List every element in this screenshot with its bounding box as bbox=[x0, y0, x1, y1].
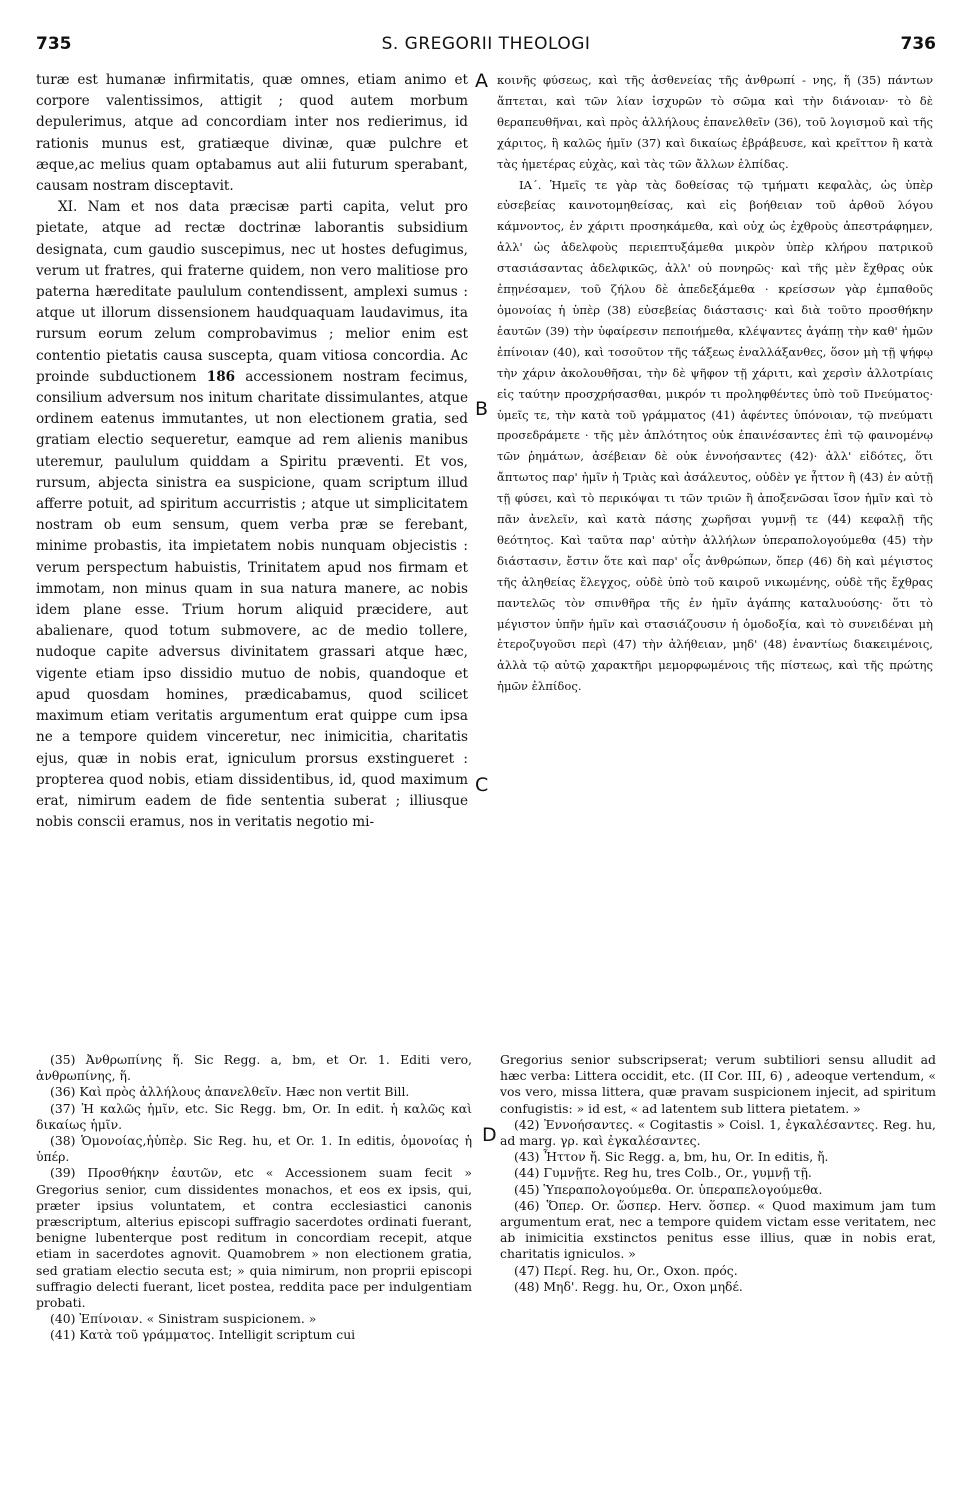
section-marker-a: A bbox=[475, 70, 488, 92]
page-header bbox=[36, 34, 936, 56]
footnote-48: (48) Μηδ'. Regg. hu, Or., Oxon μηδέ. bbox=[514, 1278, 743, 1294]
footnote-45: (45) Ὑπεραπολογούμεθα. Or. ὑπεραπελογούμεθα. bbox=[514, 1181, 823, 1197]
footnote-44: (44) Γυμνῇτε. Reg hu, tres Colb., Or., γυμνῇ τῇ. bbox=[514, 1165, 812, 1181]
footnote-41-continued: Gregorius senior subscripserat; verum subtiliori sensu alludit ad hæc verba: Littera occidit, etc. (II Cor. III, 6) , adeoque vertendum, « vos vero, missa littera, quæ pravam suspicionem injecit, ad spiritum confugistis: » id est, « ad latentem sub littera pietatem. » bbox=[500, 1052, 936, 1116]
footnote-39: (39) Προσθήκην ἑαυτῶν, etc « Accessionem suam fecit » Gregorius senior, cum dissidentes monachos, et eos ex ipsis, qui, præter ipsius voluntatem, et contra ecclesiastici canonis præscriptum, alterius episcopi suffragio sacerdotes ordinati fuerant, benigne lubenterque post reditum in concordiam recepit, atque etiam in sacerdotes agnovit. Quamobrem » non electionem gratia, sed gratiam electio secuta est; » quia nimirum, non proprii episcopi suffragio delecti fuerant, licet postea, reddita pace per indulgentiam probati. bbox=[36, 1165, 472, 1311]
footnote-42: (42) Ἐννοήσαντες. « Cogitastis » Coisl. 1, ἐγκαλέσαντες. Reg. hu, ad marg. γρ. καὶ ἐγκαλέσαντες. bbox=[500, 1116, 936, 1149]
footnote-37: (37) Ἡ καλῶς ἡμῖν, etc. Sic Regg. bm, Or. In edit. ἡ καλῶς καὶ δικαίως ἡμῖν. bbox=[36, 1100, 472, 1132]
latin-paragraph-2 bbox=[36, 197, 468, 833]
footnote-36: (36) Καὶ πρὸς ἀλλήλους ἀπανελθεῖν. Hæc non vertit Bill. bbox=[50, 1084, 410, 1100]
footnote-46: (46) Ὅπερ. Or. ὥσπερ. Herv. ὅσπερ. « Quod maximum jam tum argumentum erat, nec a tempore quidem victam esse veritatem, nec ab inimicitia exstinctos penitus esse illius, quæ in nobis erat, charitatis igniculos. » bbox=[500, 1197, 936, 1262]
latin-paragraph-2-part-a: XI. Nam et nos data præcisæ parti capita, velut pro pietate, atque ad rectæ doctrinæ laborantis subsidium designata, cum gaudio suscepimus, nec ut hostes defugimus, verum ut fratres, qui fraterne quidem, non vero malitiose pro paterna hæreditate paululum contendissent, amplexi sumus : atque ut illorum dissensionem haudquaquam laudavimus, ita rursum eorum zelum comprobavimus ; melior enim est contentio pietatis causa suscepta, quam vitiosa concordia. Ac proinde subductionem bbox=[36, 199, 468, 385]
footnotes-left bbox=[36, 1052, 472, 1344]
section-marker-b: B bbox=[475, 398, 489, 420]
latin-paragraph-1: turæ est humanæ infirmitatis, quæ omnes, etiam animo et corpore valentissimos, attigit ; quod autem morbum depulerimus, atque ad concordiam inter nos redierimus, id rationis munus est, gratiæque divinæ, quæ pulchre et æque,ac melius quam optabamus aut alii futurum sperabant, causam nostram disceptavit. bbox=[36, 72, 468, 195]
greek-paragraph-1: κοινῆς φύσεως, καὶ τῆς ἀσθενείας τῆς ἀνθρωπί - νης, ἥ (35) πάντων ἅπτεται, καὶ τῶν λίαν ἰσχυρῶν τὸ σῶμα καὶ τὴν διάνοιαν· τὸ δὲ θεραπευθῆναι, καὶ πρὸς ἀλλήλους ἐπανελθεῖν (36), τοῦ λογισμοῦ καὶ τῆς χάριτος, ἣ καλῶς ἡμῖν (37) καὶ δικαίως ἐβράβευσε, καὶ κρεῖττον ἢ κατὰ τὰς ἡμετέρας εὐχὰς, καὶ τὰς τῶν ἄλλων ἐλπίδας. bbox=[497, 73, 933, 171]
section-marker-c: C bbox=[475, 774, 489, 796]
section-marker-d: D bbox=[482, 1124, 497, 1146]
latin-paragraph-2-part-b: accessionem nostram fecimus, consilium adversum nos initum charitate dissimulantes, atque ordinem eatenus immutantes, ut non electionem gratia, sed gratiam electio sequeretur, eamque ad rem alienis manibus uteremur, paululum quiddam a Spiritu præventi. Et vos, rursum, abjecta sinistra ea suspicione, quam scriptum illud afferre potuit, ad spiritum accurristis ; atque ut simplicitatem nostram ob eum sensum, quem verba præ se ferebant, minime probastis, ita impietatem nobis nunquam objecistis : verum perspectum habuistis, Trinitatem apud nos firmam et immotam, non minus quam in sua natura manere, ac nobis idem plane esse. Trium horum aliquid præcidere, aut abalienare, quod totum submovere, ac de medio tollere, nudoque capite adversus divinitatem grassari atque hæc, vigente etiam ipso dissidio mutuo de nobis, quandoque et apud quosdam homines, prædicabamus, quod scilicet maximum etiam veritatis argumentum erat quippe cum ipsa ne a tempore quidem vinceretur, nec inimicitia, charitatis ejus, quæ in nobis erat, igniculum prorsus exstingueret : propterea quod nobis, etiam dissidentibus, id, quod maximum erat, nimirum eadem de fide sententia suberat ; illiusque nobis conscii eramus, nos in veritatis negotio mi- bbox=[36, 368, 468, 831]
greek-column bbox=[497, 70, 933, 697]
footnote-38: (38) Ὁμονοίας,ἡὑπὲρ. Sic Reg. hu, et Or. 1. In editis, ὁμονοίας ἡ ὑπέρ. bbox=[36, 1133, 472, 1165]
left-page-number: 735 bbox=[36, 34, 72, 54]
running-title: S. GREGORII THEOLOGI bbox=[381, 34, 591, 54]
footnote-47: (47) Περί. Reg. hu, Or., Oxon. πρός. bbox=[514, 1262, 738, 1278]
latin-column bbox=[36, 70, 468, 833]
footnotes-right bbox=[500, 1052, 936, 1295]
right-page-number: 736 bbox=[900, 34, 936, 54]
column-number-186: 186 bbox=[206, 368, 236, 385]
footnote-40: (40) Ἐπίνοιαν. « Sinistram suspicionem. » bbox=[50, 1311, 317, 1327]
footnote-43: (43) Ἧττον ἤ. Sic Regg. a, bm, hu, Or. In editis, ἤ. bbox=[514, 1149, 829, 1165]
footnote-35: (35) Ἀνθρωπίνης ἥ. Sic Regg. a, bm, et Or. 1. Editi vero, ἀνθρωπίνης, ἥ. bbox=[36, 1052, 472, 1084]
footnote-41: (41) Κατὰ τοῦ γράμματος. Intelligit scriptum cui bbox=[50, 1327, 356, 1343]
greek-paragraph-2: ΙΑ΄. Ἡμεῖς τε γὰρ τὰς δοθείσας τῷ τμήματι κεφαλὰς, ὡς ὑπὲρ εὐσεβείας καινοτομηθείσας, καὶ εἰς βοήθειαν τοῦ ἀρθοῦ λόγου κάμνοντος, ἐν χάριτι προσηκάμεθα, καὶ οὐχ ὡς ἐχθροὺς ἀπεστράφημεν, ἀλλ' ὡς ἀδελφοὺς περιεπτυξάμεθα μικρὸν ὑπὲρ κλήρου πατρικοῦ στασιάσαντας ἀδελφικῶς, ἀλλ' οὐ πονηρῶς· καὶ τῆς μὲν ἔχθρας οὐκ ἐπῃνέσαμεν, τοῦ ζήλου δὲ ἀπεδεξάμεθα · κρείσσων γὰρ ἐμπαθοῦς ὁμονοίας ἡ ὑπὲρ (38) εὐσεβείας διάστασις· καὶ διὰ τοῦτο προσθήκην ἑαυτῶν (39) τὴν ὑφαίρεσιν πεποιήμεθα, κλέψαντες ἀγάπῃ τὴν καθ' ἡμῶν ἐπίνοιαν (40), καὶ τοσοῦτον τῆς τάξεως ἐναλλάξανθες, ὅσον μὴ τῇ ψήφῳ τὴν χάριν ἀκολουθῆσαι, τὴν δὲ ψῆφον τῇ χάριτι, καὶ χερσὶν ἀλλοτρίαις εἰς ταύτην προσχρήσασθαι, μικρόν τι προληφθέντες ὑπὸ τοῦ Πνεύματος· ὑμεῖς τε, τὴν κατὰ τοῦ γράμματος (41) ἀφέντες ὑπόνοιαν, τῷ πνεύματι προσεδράμετε · τῆς μὲν ἁπλότητος οὐκ ἐπαινέσαντες ἐπὶ τῷ φαινομένῳ τῶν ῥημάτων, ἀσέβειαν δὲ οὐκ ἐννοήσαντες (42)· ἀλλ' εἰδότες, ὅτι ἄπτωτος παρ' ἡμῖν ἡ Τριὰς καὶ ἀσάλευτος, οὐδὲν γε ἧττον ἢ (43) ἐν αὐτῇ τῇ φύσει, καὶ τὸ περικόψαι τι τῶν τριῶν ἢ ἀποξενῶσαι ἴσον ἡμῖν καὶ τὸ πᾶν ἀνελεῖν, καὶ κατὰ πάσης χωρῆσαι γυμνῇ τε (44) κεφαλῇ τῆς θεότητος. Καὶ ταῦτα παρ' αὐτὴν ἀλλήλων ὑπεραπολογούμεθα (45) τὴν διάστασιν, ἔστιν ὅτε καὶ παρ' οἷς ἀνθρώπων, ὅπερ (46) δὴ καὶ μέγιστος τῆς ἀληθείας ἔλεγχος, οὐδὲ ὑπὸ τοῦ καιροῦ νικωμένης, οὐδὲ τῆς ἔχθρας παντελῶς τὸν σπινθῆρα τῆς ἐν ἡμῖν ἀγάπης καταλυούσης· ὅτι τὸ μέγιστον ὑπῆν ἡμῖν καὶ στασιάζουσιν ἡ ὁμοδοξία, καὶ τὸ συνειδέναι μὴ ἑτεροζυγοῦσι περὶ (47) τὴν ἀλήθειαν, μηδ' (48) ἐναντίως διακειμένοις, ἀλλὰ τῷ αὐτῷ χαρακτῆρι μεμορφωμένοις τῆς πίστεως, καὶ τῆς πρώτης ἡμῶν ἐλπίδος. bbox=[497, 177, 933, 694]
